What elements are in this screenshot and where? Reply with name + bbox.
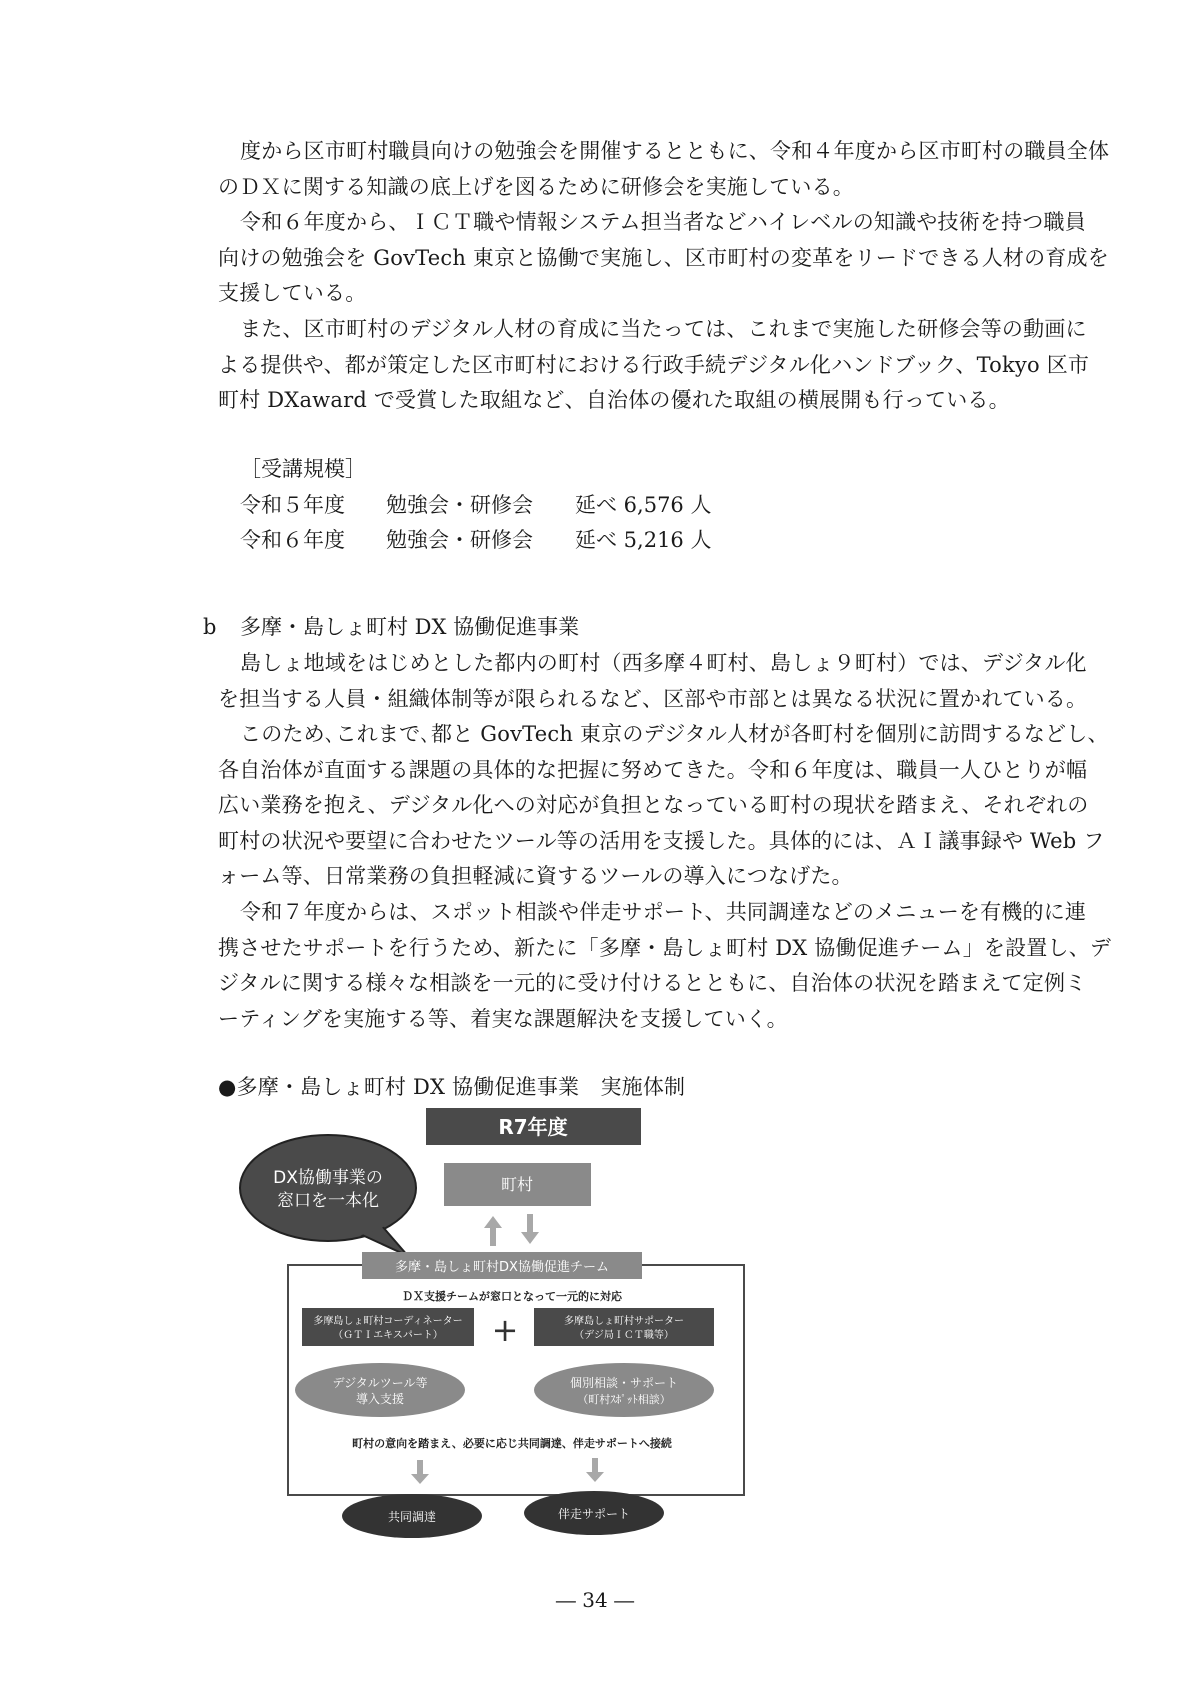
plus-icon: +	[491, 1311, 519, 1349]
tool-support-line-2: 導入支援	[355, 1392, 405, 1406]
paragraph-line: のＤＸに関する知識の底上げを図るために研修会を実施している。	[218, 174, 854, 199]
paragraph-line: 向けの勉強会を GovTech 東京と協働で実施し、区市町村の変革をリードできる人材の育成を	[218, 245, 1109, 270]
implementation-diagram	[232, 1108, 752, 1540]
paragraph-line: 令和６年度から、ＩＣＴ職や情報システム担当者などハイレベルの知識や技術を持つ職員	[240, 210, 1086, 234]
scale-cell-year: 令和５年度	[240, 493, 345, 517]
paragraph-line: また、区市町村のデジタル人材の育成に当たっては、これまで実施した研修会等の動画に	[240, 317, 1087, 341]
year-header-text: R7年度	[498, 1115, 568, 1139]
consultation-ellipse	[534, 1363, 714, 1417]
accompany-support-label: 伴走サポート	[557, 1507, 631, 1521]
section-marker: b	[203, 615, 217, 639]
paragraph-line: ジタルに関する様々な相談を一元的に受け付けるとともに、自治体の状況を踏まえて定例ミ	[218, 971, 1087, 995]
up-arrow-icon	[484, 1216, 502, 1246]
paragraph-line: を担当する人員・組織体制等が限られるなど、区部や市部とは異なる状況に置かれている。	[218, 686, 1088, 711]
consultation-line-1: 個別相談・サポート	[569, 1376, 679, 1390]
scale-heading: ［受講規模］	[240, 457, 366, 481]
paragraph-line: このため､これまで､都と GovTech 東京のデジタル人材が各町村を個別に訪問するなどし、	[240, 722, 1109, 746]
consultation-line-2: （町村ｽﾎﾟｯﾄ相談）	[577, 1393, 671, 1406]
paragraph-line: ォーム等、日常業務の負担軽減に資するツールの導入につなげた。	[218, 864, 853, 888]
paragraph-line: 令和７年度からは、スポット相談や伴走サポート、共同調達などのメニューを有機的に連	[240, 900, 1087, 924]
page-number: ― 34 ―	[555, 1588, 635, 1612]
team-subtitle: ＤＸ支援チームが窓口となって一元的に対応	[402, 1290, 622, 1303]
paragraph-line: 支援している。	[218, 281, 367, 305]
section-title: 多摩・島しょ町村 DX 協働促進事業	[240, 615, 580, 639]
supporter-line-2: （デジ局ＩＣＴ職等）	[574, 1330, 674, 1341]
coordinator-line-1: 多摩島しょ町村コーディネーター	[313, 1316, 463, 1327]
bubble-line-1: DX協働事業の	[273, 1168, 383, 1188]
speech-bubble-fill	[242, 1137, 414, 1239]
scale-cell-type: 勉強会・研修会	[386, 493, 533, 517]
down-arrow-icon	[521, 1214, 539, 1244]
paragraph-line: ーティングを実施する等、着実な課題解決を支援していく。	[218, 1006, 788, 1031]
paragraph-line: 町村の状況や要望に合わせたツール等の活用を支援した。具体的には、ＡＩ議事録や Web フ	[218, 828, 1105, 853]
team-label: 多摩・島しょ町村DX協働促進チーム	[395, 1260, 609, 1275]
figure-caption: ●多摩・島しょ町村 DX 協働促進事業 実施体制	[218, 1075, 686, 1099]
paragraph-line: 町村 DXaward で受賞した取組など、自治体の優れた取組の横展開も行っている。	[218, 388, 1010, 412]
scale-cell-year: 令和６年度	[240, 528, 345, 552]
paragraph-line: 度から区市町村職員向けの勉強会を開催するとともに、令和４年度から区市町村の職員全体	[240, 139, 1110, 163]
town-label: 町村	[500, 1175, 534, 1194]
scale-cell-count: 延べ 6,576 人	[575, 493, 712, 517]
paragraph-line: 各自治体が直面する課題の具体的な把握に努めてきた。令和６年度は、職員一人ひとりが幅	[218, 757, 1088, 782]
scale-cell-count: 延べ 5,216 人	[575, 528, 712, 552]
coordinator-line-2: （ＧＴＩエキスパート）	[333, 1330, 443, 1341]
paragraph-line: 島しょ地域をはじめとした都内の町村（西多摩４町村、島しょ９町村）では、デジタル化	[240, 651, 1087, 675]
paragraph-line: 携させたサポートを行うため、新たに「多摩・島しょ町村 DX 協働促進チーム」を設置し、デ	[218, 935, 1112, 960]
joint-procurement-label: 共同調達	[387, 1510, 437, 1524]
paragraph-line: よる提供や、都が策定した区市町村における行政手続デジタル化ハンドブック、Tokyo 区市	[218, 352, 1090, 377]
tool-support-ellipse	[295, 1363, 465, 1417]
bubble-line-2: 窓口を一本化	[277, 1191, 379, 1211]
connect-text: 町村の意向を踏まえ、必要に応じ共同調達、伴走サポートへ接続	[352, 1437, 672, 1450]
scale-cell-type: 勉強会・研修会	[386, 528, 533, 552]
supporter-line-1: 多摩島しょ町村サポーター	[564, 1316, 684, 1327]
tool-support-line-1: デジタルツール等	[332, 1376, 428, 1390]
paragraph-line: 広い業務を抱え、デジタル化への対応が負担となっている町村の現状を踏まえ、それぞれの	[218, 793, 1089, 817]
